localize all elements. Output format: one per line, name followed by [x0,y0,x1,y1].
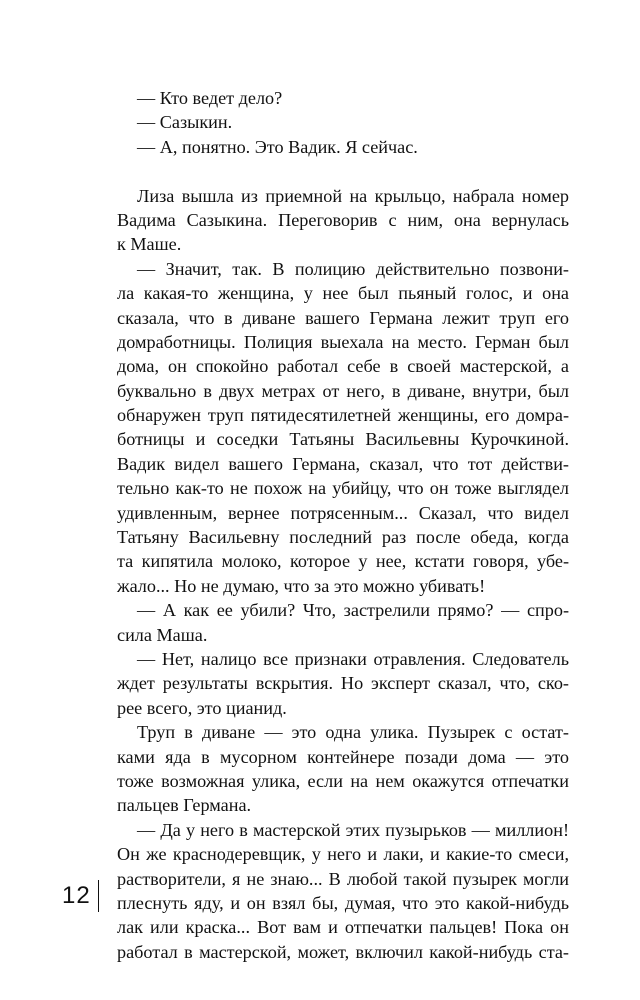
text-line: буквально в двух метрах от него, в диване, внутри, был [117,380,569,401]
text-line: сказала, что в диване вашего Германа лежит труп его [117,307,569,328]
text-line: пальцев Германа. [117,795,252,816]
text-line: Вадик видел вашего Германа, сказал, что тот действи- [117,453,569,474]
text-line: — Кто ведет дело? [137,88,283,108]
text-line: та кипятила молоко, которое у нее, кстати говоря, убе- [117,551,569,572]
text-line: — Значит, так. В полицию действительно позвони- [137,258,569,279]
text-line: тоже возможная улика, если на нем окажутся отпечатки [117,770,569,791]
text-line: рее всего, это цианид. [117,697,287,718]
text-line: удивленным, вернее потрясенным... Сказал, что видел [117,502,569,523]
text-line: ботницы и соседки Татьяны Васильевны Курочкиной. [117,429,569,450]
text-line: к Маше. [117,234,182,255]
text-line: работал в мастерской, может, включил какой-нибудь ста- [117,941,569,962]
text-line: ла какая-то женщина, у нее был пьяный голос, и она [117,283,569,304]
text-line: жало... Но не думаю, что за это можно убивать! [117,575,486,596]
text-line: ками яда в мусорном контейнере позади дома — это [117,746,569,767]
text-line: — Да у него в мастерской этих пузырьков — миллион! [137,819,569,840]
text-line: дома, он спокойно работал себе в своей мастерской, а [117,356,569,377]
text-line: — А, понятно. Это Вадик. Я сейчас. [137,136,418,157]
text-line: Труп в диване — это одна улика. Пузырек с остат- [137,722,569,743]
page-number: 12 [62,882,91,909]
text-line: тельно как-то не похож на убийцу, что он тоже выглядел [117,478,569,499]
page-body-text [117,86,569,964]
page-number-rule [98,880,99,912]
text-line: Лиза вышла из приемной на крыльцо, набрала номер [137,185,569,206]
text-line: плеснуть яду, и он взял бы, думая, что это какой-нибудь [117,892,569,913]
text-line: Татьяну Васильевну последний раз после обеда, когда [117,527,569,548]
text-line: сила Маша. [117,624,208,645]
text-line: — А как ее убили? Что, застрелили прямо? — спро- [137,600,569,621]
text-line: ждет результаты вскрытия. Но эксперт сказал, что, ско- [117,673,569,694]
paragraph-gap [117,159,569,183]
text-line: Вадима Сазыкина. Переговорив с ним, она вернулась [117,209,569,230]
text-line: домработницы. Полиция выехала на место. Герман был [117,331,569,352]
text-line: — Нет, налицо все признаки отравления. Следователь [137,648,569,669]
text-line: растворители, я не знаю... В любой такой пузырек могли [117,868,569,889]
text-line: Он же краснодеревщик, у него и лаки, и какие-то смеси, [117,844,569,865]
text-line: обнаружен труп пятидесятилетней женщины, его домра- [117,405,569,426]
text-line: лак или краска... Вот вам и отпечатки пальцев! Пока он [117,917,569,938]
text-line: — Сазыкин. [137,112,233,133]
